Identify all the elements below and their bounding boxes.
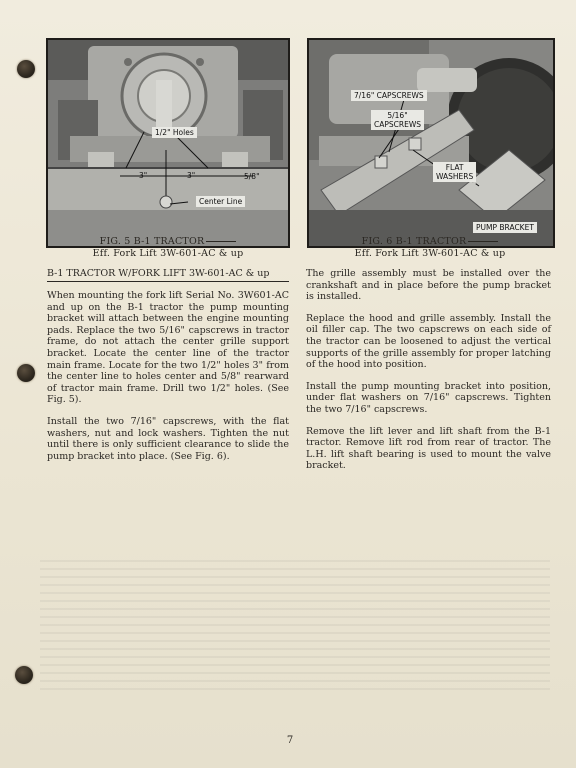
fig5-caption-line2: Eff. Fork Lift 3W-601-AC & up bbox=[92, 248, 244, 259]
fig6-callout-flat-washers-line1: FLAT bbox=[445, 163, 464, 172]
fig5-caption bbox=[52, 236, 284, 260]
right-column bbox=[306, 268, 551, 482]
fig6-caption-line2: Eff. Fork Lift 3W-601-AC & up bbox=[354, 248, 506, 259]
binder-hole-bottom bbox=[15, 666, 33, 684]
caption-rule bbox=[206, 241, 236, 242]
fig5-caption-line1: FIG. 5 B-1 TRACTOR bbox=[99, 236, 205, 247]
fig6-callout-flat-washers bbox=[433, 162, 476, 182]
fig5-photo bbox=[46, 38, 290, 248]
fig6-photo bbox=[307, 38, 555, 248]
bleed-through-texture bbox=[40, 560, 550, 690]
fig5-engine-illustration bbox=[48, 40, 288, 246]
fig6-callout-flat-washers-line2: WASHERS bbox=[436, 172, 474, 181]
fig6-callout-capscrews-716: 7/16" CAPSCREWS bbox=[351, 90, 427, 101]
fig6-caption-title bbox=[308, 236, 552, 248]
binder-hole-top bbox=[17, 60, 35, 78]
section-heading: B-1 TRACTOR W/FORK LIFT 3W-601-AC & up bbox=[47, 268, 289, 282]
fig5-callout-dim-rear: 5/8" bbox=[244, 172, 260, 181]
fig5-callout-dim-left: 3" bbox=[139, 171, 148, 180]
fig6-callout-capscrews-516-line1: 5/16" bbox=[387, 111, 408, 120]
right-paragraph-4: Remove the lift lever and lift shaft from the B-1 tractor. Remove lift rod from rear of tractor. The L.H. lift shaft bearing is used to mount the valve bracket. bbox=[306, 425, 551, 472]
fig6-caption bbox=[308, 236, 552, 260]
caption-rule bbox=[468, 241, 498, 242]
page-number: 7 bbox=[286, 735, 294, 746]
fig6-callout-capscrews-516 bbox=[371, 110, 424, 130]
right-paragraph-3: Install the pump mounting bracket into position, under flat washers on 7/16" capscrews. Tighten the two 7/16" capscrews. bbox=[306, 380, 551, 415]
fig5-callout-center-line: Center Line bbox=[196, 196, 245, 207]
binder-hole-middle bbox=[17, 364, 35, 382]
fig6-caption-line1: FIG. 6 B-1 TRACTOR bbox=[361, 236, 467, 247]
left-column bbox=[47, 290, 289, 472]
fig6-callout-capscrews-516-line2: CAPSCREWS bbox=[374, 120, 422, 129]
right-paragraph-2: Replace the hood and grille assembly. Install the oil filler cap. The two capscrews on each side of the tractor can be loosened to adjust the vertical supports of the grille assembly for proper latching of the hood into position. bbox=[306, 312, 551, 371]
fig5-callout-holes: 1/2" Holes bbox=[152, 127, 197, 138]
fig5-callout-dim-right: 3" bbox=[187, 171, 196, 180]
fig6-tractor-illustration bbox=[309, 40, 553, 246]
left-paragraph-2: Install the two 7/16" capscrews, with the flat washers, nut and lock washers. Tighten the nut until there is only sufficient clearance to slide the pump bracket into place. (See Fig. 6). bbox=[47, 415, 289, 462]
fig6-callout-pump-bracket: PUMP BRACKET bbox=[473, 222, 537, 233]
fig5-caption-title bbox=[52, 236, 284, 248]
right-paragraph-1: The grille assembly must be installed over the crankshaft and in place before the pump bracket is installed. bbox=[306, 268, 551, 303]
left-paragraph-1: When mounting the fork lift Serial No. 3W601-AC and up on the B-1 tractor the pump mounting bracket will attach between the engine mounting pads. Replace the two 5/16" capscrews in tractor frame, do not attach the center grille support bracket. Locate the center line of the tractor main frame. Locate for the two 1/2" holes 3" from the center line to holes center and 5/8" rearward of tractor main frame. Drill two 1/2" holes. (See Fig. 5). bbox=[47, 290, 289, 406]
